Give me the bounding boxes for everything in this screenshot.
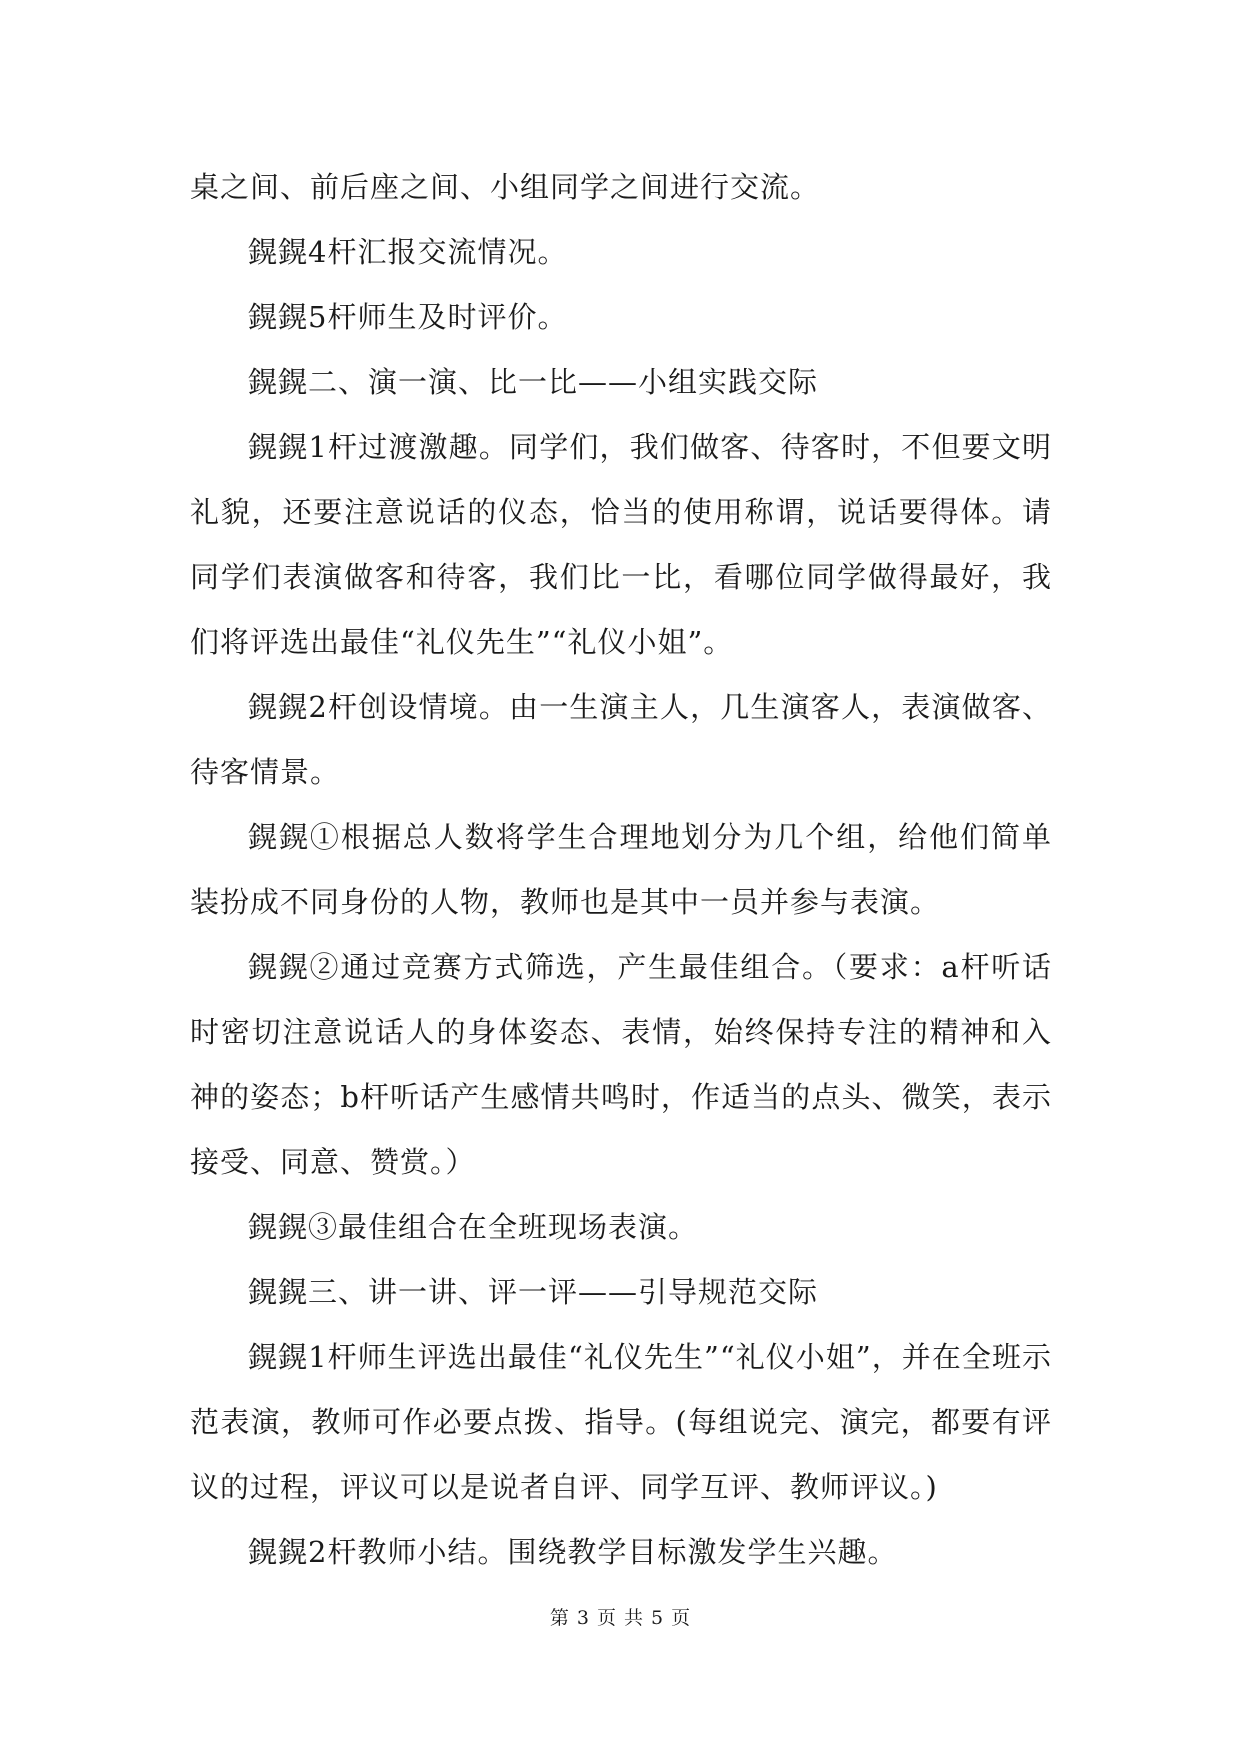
page-number-footer: 第 3 页 共 5 页: [549, 1607, 692, 1629]
document-body: [190, 155, 1052, 1585]
paragraph: 鎤鎤①根据总人数将学生合理地划分为几个组，给他们简单装扮成不同身份的人物，教师也是其中一员并参与表演。: [190, 820, 1052, 919]
paragraph: 鎤鎤5杆师生及时评价。: [248, 300, 568, 334]
paragraph: 鎤鎤③最佳组合在全班现场表演。: [248, 1210, 699, 1244]
section-heading: 鎤鎤三、讲一讲、评一评——引导规范交际: [248, 1275, 819, 1309]
paragraph: 鎤鎤1杆过渡激趣。同学们，我们做客、待客时，不但要文明礼貌，还要注意说话的仪态，恰当的使用称谓，说话要得体。请同学们表演做客和待客，我们比一比，看哪位同学做得最好，我们将评选出最佳“礼仪先生”“礼仪小姐”。: [190, 430, 1052, 659]
paragraph: 鎤鎤2杆创设情境。由一生演主人，几生演客人，表演做客、待客情景。: [190, 690, 1052, 789]
paragraph: 鎤鎤②通过竞赛方式筛选，产生最佳组合。（要求：a杆听话时密切注意说话人的身体姿态、表情，始终保持专注的精神和入神的姿态；b杆听话产生感情共鸣时，作适当的点头、微笑，表示接受、同意、赞赏。）: [190, 950, 1052, 1179]
paragraph: 鎤鎤4杆汇报交流情况。: [248, 235, 568, 269]
paragraph: 鎤鎤1杆师生评选出最佳“礼仪先生”“礼仪小姐”，并在全班示范表演，教师可作必要点拨、指导。(每组说完、演完，都要有评议的过程，评议可以是说者自评、同学互评、教师评议。): [190, 1340, 1052, 1504]
paragraph: 桌之间、前后座之间、小组同学之间进行交流。: [190, 170, 821, 204]
paragraph: 鎤鎤2杆教师小结。围绕教学目标激发学生兴趣。: [248, 1535, 898, 1569]
section-heading: 鎤鎤二、演一演、比一比——小组实践交际: [248, 365, 819, 399]
